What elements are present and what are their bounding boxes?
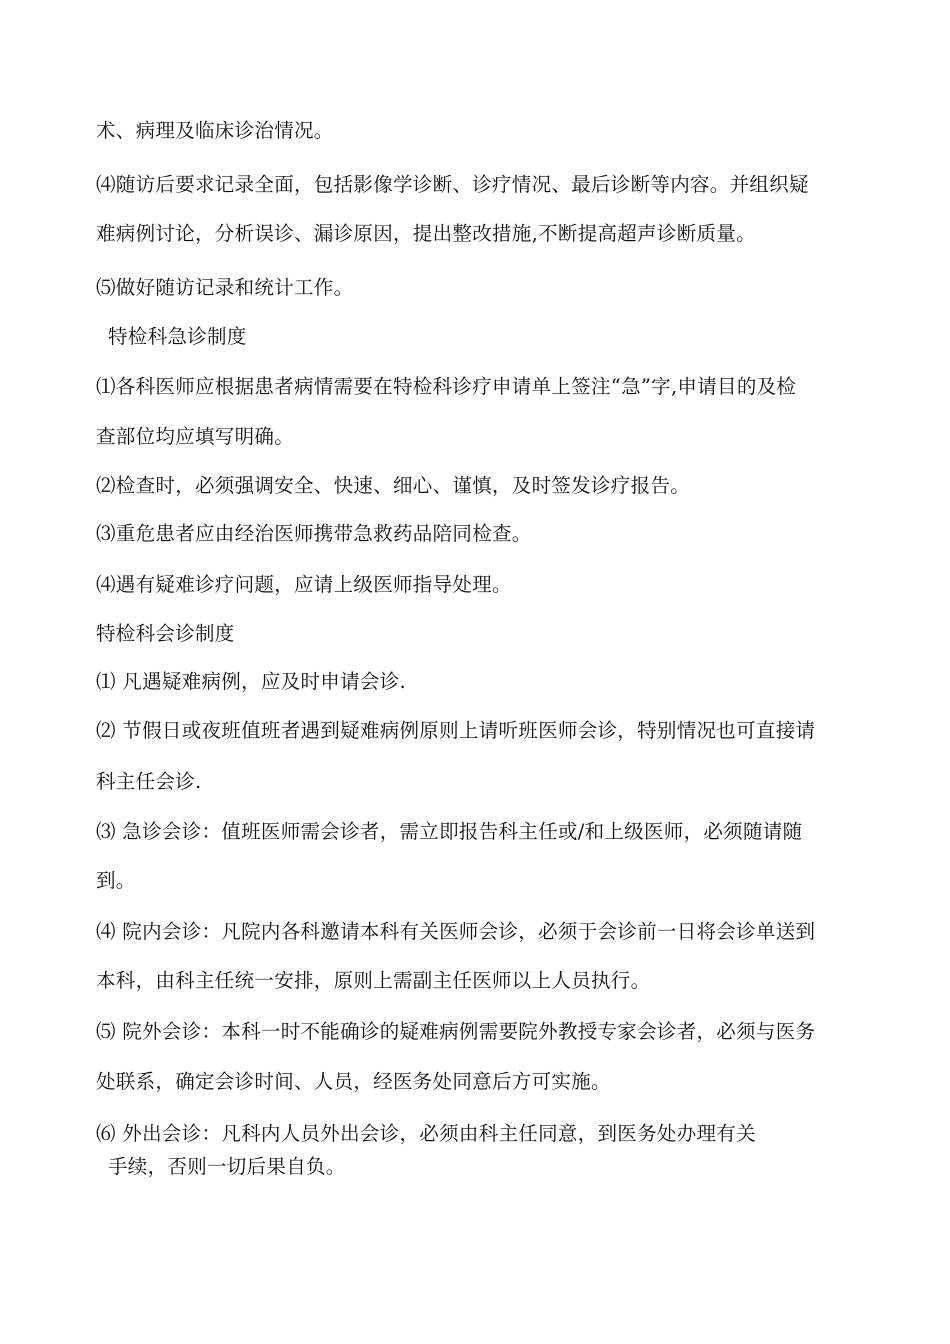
- text-line: ⑴ 凡遇疑难病例，应及时申请会诊.: [96, 670, 406, 693]
- text-line: ⑷随访后要求记录全面，包括影像学诊断、诊疗情况、最后诊断等内容。并组织疑: [96, 173, 809, 196]
- text-line: ⑵检查时，必须强调安全、快速、细心、谨慎，及时签发诊疗报告。: [96, 474, 691, 497]
- text-line: ⑸ 院外会诊：本科一时不能确诊的疑难病例需要院外教授专家会诊者，必须与医务: [96, 1020, 816, 1043]
- text-line: ⑶ 急诊会诊：值班医师需会诊者，需立即报告科主任或/和上级医师，必须随请随: [96, 820, 803, 843]
- text-line: 科主任会诊.: [96, 770, 202, 793]
- text-line: ⑹ 外出会诊：凡科内人员外出会诊，必须由科主任同意，到医务处办理有关: [96, 1122, 756, 1145]
- text-line: ⑶重危患者应由经治医师携带急救药品陪同检查。: [96, 522, 532, 545]
- text-line: 术、病理及临床诊治情况。: [96, 119, 334, 142]
- section-heading: 特检科会诊制度: [96, 622, 235, 645]
- text-line: 到。: [96, 869, 136, 892]
- text-line: 查部位均应填写明确。: [96, 425, 295, 448]
- text-line: ⑸做好随访记录和统计工作。: [96, 276, 354, 299]
- text-line: 处联系，确定会诊时间、人员，经医务处同意后方可实施。: [96, 1070, 611, 1093]
- text-line: 难病例讨论，分析误诊、漏诊原因，提出整改措施,不断提高超声诊断质量。: [96, 222, 756, 245]
- text-line: ⑷遇有疑难诊疗问题，应请上级医师指导处理。: [96, 573, 512, 596]
- text-line: ⑴各科医师应根据患者病情需要在特检科诊疗申请单上签注“急”字,申请目的及检: [96, 375, 797, 398]
- text-line: ⑷ 院内会诊：凡院内各科邀请本科有关医师会诊，必须于会诊前一日将会诊单送到: [96, 920, 816, 943]
- text-line: 本科，由科主任统一安排，原则上需副主任医师以上人员执行。: [96, 969, 651, 992]
- text-line: 手续，否则一切后果自负。: [108, 1155, 346, 1178]
- text-line: ⑵ 节假日或夜班值班者遇到疑难病例原则上请听班医师会诊，特别情况也可直接请: [96, 719, 816, 742]
- section-heading: 特检科急诊制度: [108, 325, 247, 348]
